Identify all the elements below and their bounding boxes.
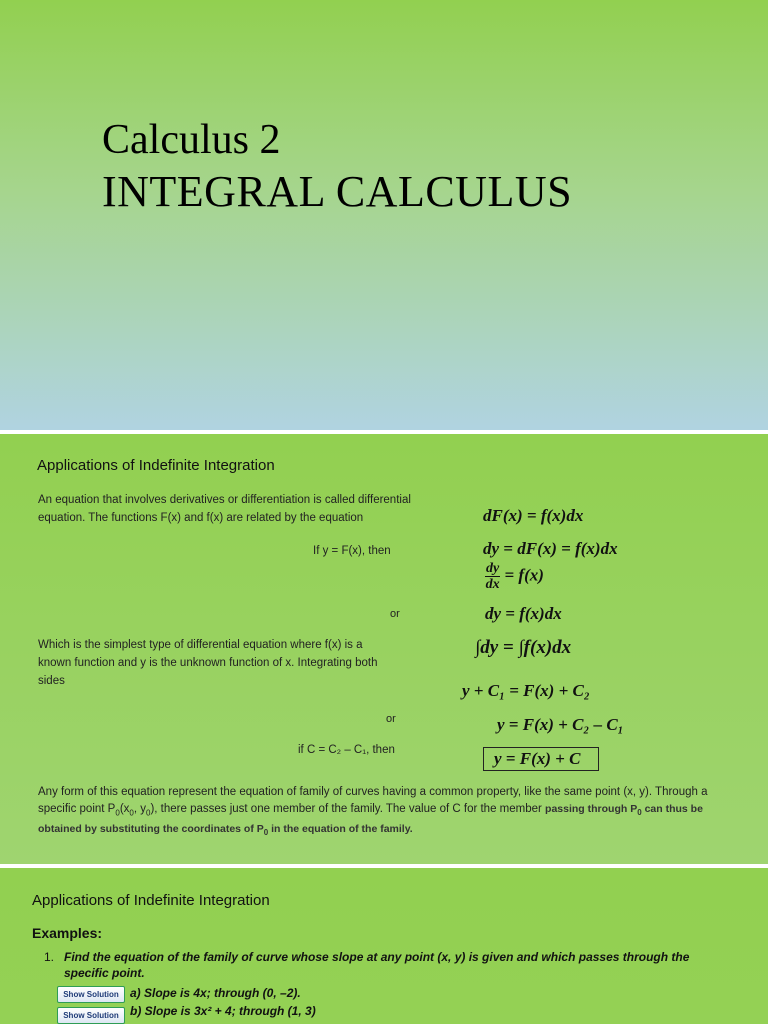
text: in the equation of the family. [268, 823, 413, 836]
list-item-text: Find the equation of the family of curve whose slope at any point (x, y) is given and which passes through the specific point. [64, 950, 690, 980]
list-number: 1. [44, 950, 55, 964]
slide-heading: Applications of Indefinite Integration [32, 892, 270, 909]
sub-item-a: a) Slope is 4x; through (0, –2). [130, 986, 301, 1000]
title-slide [0, 0, 768, 430]
equation-rhs: = f(x) [504, 565, 544, 585]
examples-label: Examples: [32, 925, 103, 941]
equation: dy = dF(x) = f(x)dx [483, 539, 618, 558]
subscript: 0 [115, 808, 120, 818]
equation: y = F(x) + C₂ – C₁ [497, 715, 624, 734]
subscript: 0 [146, 808, 151, 818]
fraction-numerator: dy [486, 561, 500, 576]
text: Any form of this equation represent the equation of family of curves having a common property, like the same point (x, y). Through a specific point P [38, 786, 708, 815]
boxed-equation: y = F(x) + C [483, 747, 599, 771]
if-c-label: if C = C₂ – C₁, then [298, 744, 395, 756]
or-label: or [390, 608, 400, 620]
list-item [44, 949, 704, 981]
text: (x [119, 803, 130, 815]
text: can thus be obtained by substituting the coordinates of P [38, 803, 703, 836]
text: passing through P [545, 803, 638, 815]
if-y-label: If y = F(x), then [313, 545, 391, 557]
sub-item-b: b) Slope is 3x² + 4; through (1, 3) [130, 1004, 316, 1018]
equation: dy = f(x)dx [485, 604, 562, 623]
fraction [485, 561, 500, 592]
subscript: 0 [129, 808, 134, 818]
subscript: 0 [637, 808, 642, 818]
equation: y + C₁ = F(x) + C₂ [462, 681, 590, 700]
equation: dF(x) = f(x)dx [483, 506, 584, 525]
show-solution-button[interactable]: Show Solution [57, 986, 125, 1003]
family-of-curves-paragraph [38, 784, 738, 841]
text: ), there passes just one member of the family. The value of C for the member [150, 803, 546, 815]
intro-paragraph: An equation that involves derivatives or differentiation is called differential equation. The functions F(x) and f(x) are related by the equation [38, 494, 411, 524]
slide-heading: Applications of Indefinite Integration [37, 457, 275, 474]
equation-derivative [485, 561, 544, 592]
integration-paragraph: Which is the simplest type of differential equation where f(x) is a known function and y is the unknown function of x. Integrating both sides [38, 639, 378, 687]
examples-slide [0, 868, 768, 1024]
fraction-denominator: dx [485, 577, 500, 592]
text: , y [133, 803, 146, 815]
subscript: 0 [263, 828, 269, 838]
slide-subtitle: INTEGRAL CALCULUS [102, 167, 573, 216]
applications-slide [0, 434, 768, 864]
or-label: or [386, 713, 396, 725]
show-solution-button[interactable]: Show Solution [57, 1007, 125, 1024]
equation-integral: ∫dy = ∫f(x)dx [475, 637, 572, 658]
slide-title: Calculus 2 [102, 117, 281, 163]
